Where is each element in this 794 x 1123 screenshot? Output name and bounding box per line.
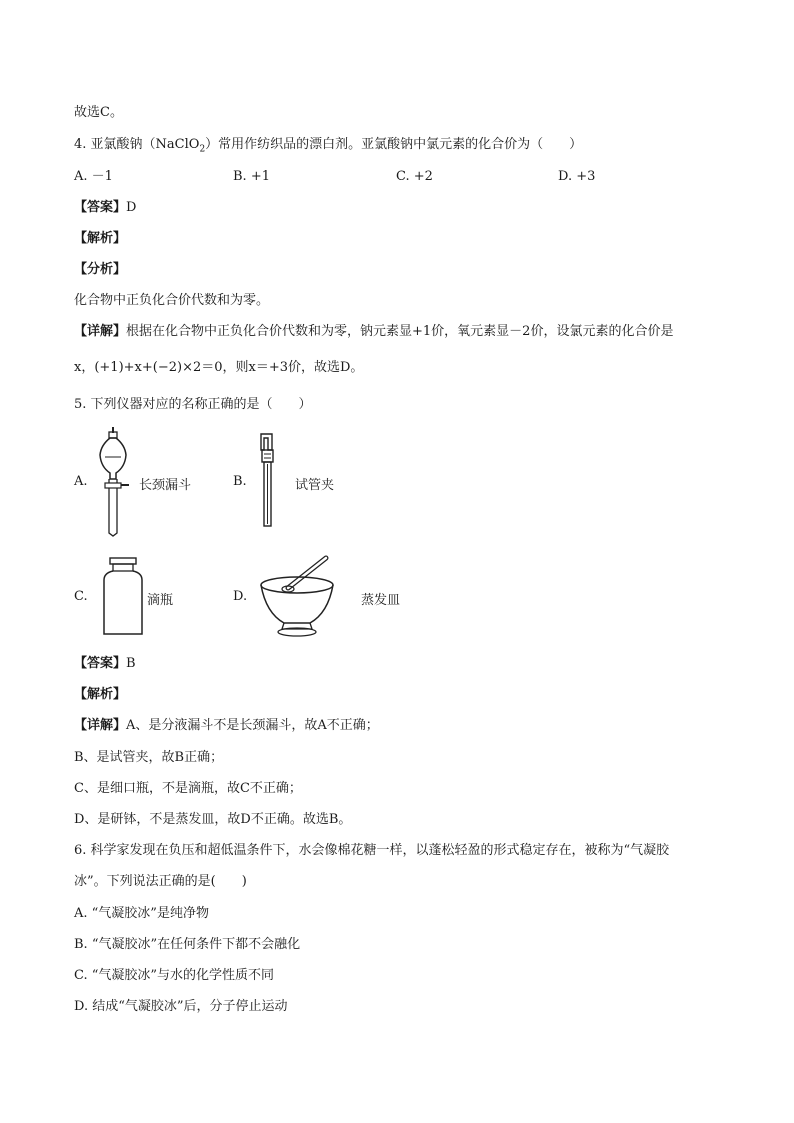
q5-detail-line-2: B、是试管夹，故B正确；: [74, 750, 224, 765]
q5-answer: [74, 655, 136, 673]
q5-detail-text-1: A、是分液漏斗不是长颈漏斗，故A不正确；: [126, 718, 379, 733]
q4-detail: [74, 323, 673, 341]
q4-option-d: D. +3: [558, 169, 596, 184]
q5-detail-line-4: D、是研钵，不是蒸发皿，故D不正确。故选B。: [74, 812, 352, 827]
q5-analysis-label: 【解析】: [74, 687, 127, 702]
q4-fenxi-label: 【分析】: [74, 262, 127, 277]
q4-option-c: C. +2: [396, 169, 433, 184]
q4-option-b: B. +1: [233, 169, 270, 184]
q5-answer-value: B: [126, 656, 136, 671]
q5-option-c-letter: C.: [74, 589, 88, 604]
q5-detail-label: 【详解】: [74, 718, 127, 733]
q4-analysis-label: 【解析】: [74, 231, 127, 246]
q5-option-b-name: 试管夹: [295, 478, 335, 493]
q6-stem-line-1: 6. 科学家发现在负压和超低温条件下，水会像棉花糖一样，以蓬松轻盈的形式稳定存在，被称为“气凝胶: [74, 843, 670, 858]
q4-detail-text-2: x，(+1)+x+(−2)×2＝0，则x＝+3价，故选D。: [74, 360, 364, 375]
q4-answer: [74, 199, 136, 217]
q4-answer-value: D: [126, 200, 137, 215]
q5-option-b-letter: B.: [233, 474, 247, 489]
q5-option-c-name: 滴瓶: [147, 593, 174, 608]
q4-stem-subscript: 2: [199, 144, 206, 155]
q5-answer-label: 【答案】: [74, 656, 127, 671]
test-tube-clamp-icon: [254, 432, 284, 528]
mortar-and-pestle-icon: [256, 553, 338, 641]
q4-stem: [74, 136, 582, 159]
q6-option-d: D. 结成“气凝胶冰”后，分子停止运动: [74, 999, 288, 1014]
q4-stem-part1: 4. 亚氯酸钠（NaClO: [74, 137, 200, 152]
reagent-bottle-icon: [100, 556, 146, 638]
q4-answer-label: 【答案】: [74, 200, 127, 215]
q5-stem: 5. 下列仪器对应的名称正确的是（ ）: [74, 397, 312, 412]
prev-conclusion: 故选C。: [74, 105, 123, 120]
q4-detail-label: 【详解】: [74, 324, 127, 339]
q5-detail-line-1: [74, 717, 379, 735]
q6-option-b: B. “气凝胶冰”在任何条件下都不会融化: [74, 937, 301, 952]
separatory-funnel-icon: [93, 425, 133, 537]
q6-option-c: C. “气凝胶冰”与水的化学性质不同: [74, 968, 275, 983]
q4-detail-text: 根据在化合物中正负化合价代数和为零，钠元素显+1价，氧元素显－2价，设氯元素的化合价是: [126, 324, 674, 339]
q6-stem-line-2: 冰”。下列说法正确的是( ): [74, 874, 247, 889]
q5-option-d-letter: D.: [233, 589, 248, 604]
q4-stem-part2: ）常用作纺织品的漂白剂。亚氯酸钠中氯元素的化合价为（ ）: [205, 137, 583, 152]
q4-fenxi-text: 化合物中正负化合价代数和为零。: [74, 293, 270, 308]
q5-option-d-name: 蒸发皿: [361, 593, 401, 608]
q5-option-a-name: 长颈漏斗: [139, 478, 192, 493]
q6-option-a: A. “气凝胶冰”是纯净物: [74, 906, 209, 921]
q4-option-a: A. －1: [74, 169, 113, 184]
q5-option-a-letter: A.: [74, 474, 88, 489]
q5-detail-line-3: C、是细口瓶，不是滴瓶，故C不正确；: [74, 781, 302, 796]
